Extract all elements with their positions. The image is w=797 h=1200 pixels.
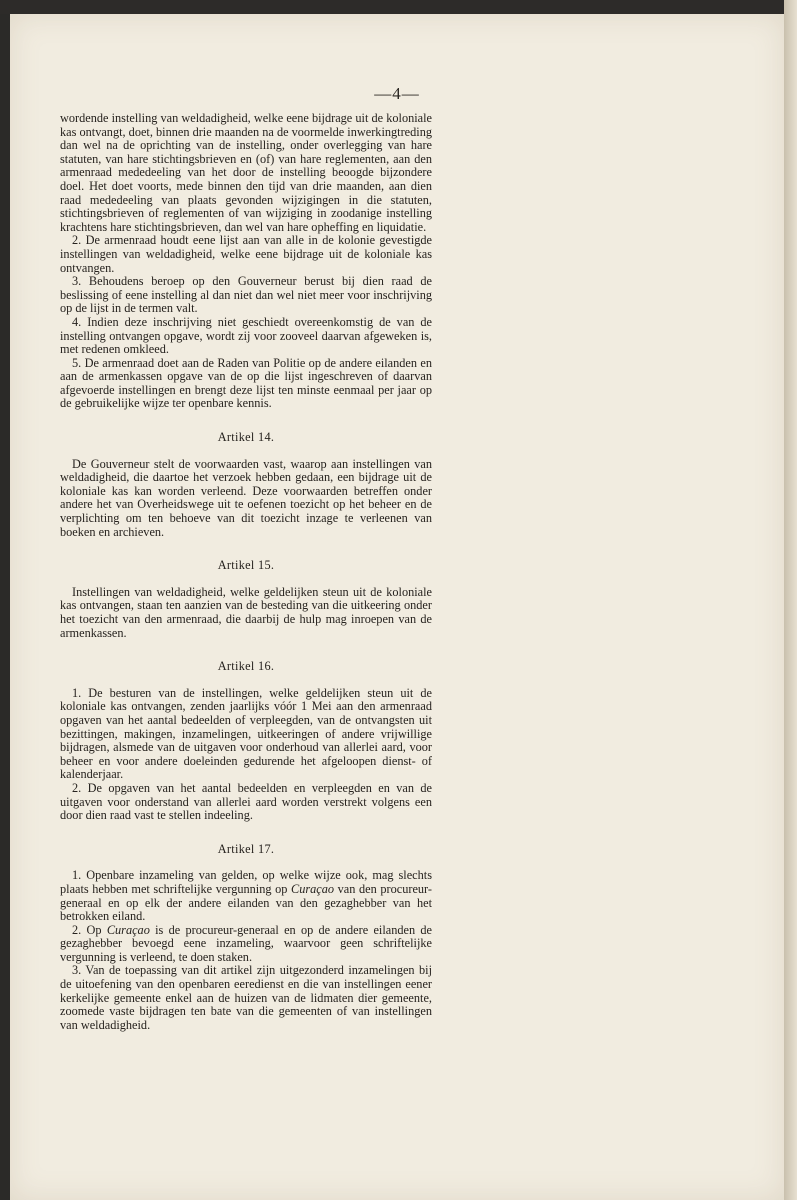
article-15-paragraph-1: Instellingen van weldadigheid, welke geldelijken steun uit de koloniale kas ontvangen, staan ten aanzien van de besteding van die uitkeering onder het toezicht van den armenraad, die daarbij de hulp mag inroepen van de armenkassen.	[60, 584, 432, 640]
document-page	[10, 14, 784, 1200]
article-17-p1-end: van den procureur-generaal en op elk der andere eilanden van den gezaghebber van het betrokken eiland.	[60, 881, 432, 924]
article-17-paragraph-3: 3. Van de toepassing van dit artikel zijn uitgezonderd inzamelingen bij de uitoefening van den openbaren eeredienst en die van instellingen eener kerkelijke gemeente enkel aan de huizen van de lidmaten dier gemeente, zoomede vaste bijdragen ten bate van die gemeenten of van instellingen van weldadigheid.	[60, 963, 432, 1032]
page-edge	[784, 0, 797, 1200]
article-16-paragraph-1: 1. De besturen van de instellingen, welke geldelijken steun uit de koloniale kas ontvangen, zenden jaarlijks vóór 1 Mei aan den armenraad opgaven van het aantal bedeelden of verpleegden, van de ontvangsten uit bezittingen, makingen, inzamelingen, uitkeeringen of andere vrijwillige bijdragen, alsmede van de uitgaven voor onderhoud van allerlei aard, voor beheer en voor andere doeleinden gedurende het afgeloopen dienst- of kalenderjaar.	[60, 685, 432, 782]
article-17-p2-end: is de procureur-generaal en op de andere eilanden de gezaghebber bevoegd eene inzameling, waarvoor geen schriftelijke vergunning is verleend, te doen staken.	[60, 922, 432, 964]
article-16-paragraph-2: 2. De opgaven van het aantal bedeelden en verpleegden en van de uitgaven voor onderstand van allerlei aard worden verstrekt volgens een door dien raad vast te stellen indeeling.	[60, 780, 432, 823]
article-14-heading: Artikel 14.	[217, 430, 275, 445]
page-body	[60, 112, 432, 1032]
continued-paragraph: wordende instelling van weldadigheid, welke eene bijdrage uit de koloniale kas ontvangt, doet, binnen drie maanden na de voormelde inwerkingtreding dan wel na de oprichting van de instelling, onder overlegging van hare statuten, van hare stichtingsbrieven en (of) van hare reglementen, aan den armenraad mededeeling van het door de instelling beoogde bijzondere doel. Het doet voorts, mede binnen den tijd van drie maanden, aan dien raad mededeeling van plaats gevonden wijzigingen in die statuten, stichtingsbrieven of reglementen of van wijziging in zoodanige instelling krachtens hare stichtingsbrieven, dan wel van hare opheffing en liquidatie.	[60, 111, 432, 234]
article-14-paragraph-1: De Gouverneur stelt de voorwaarden vast, waarop aan instellingen van weldadigheid, die daartoe het verzoek hebben gedaan, een bijdrage uit de koloniale kas kan worden verleend. Deze voorwaarden betreffen onder andere het van Overheidswege uit te oefenen toezicht op het beheer en de verplichting om ten behoeve van dit toezicht inzage te verleenen van boeken en archieven.	[60, 456, 432, 539]
scan-top-border	[0, 0, 797, 14]
article-13-paragraph-2: 2. De armenraad houdt eene lijst aan van alle in de kolonie gevestigde instellingen van weldadigheid, welke eene bijdrage uit de koloniale kas ontvangen.	[60, 233, 432, 275]
article-17-p2-start: 2. Op	[72, 922, 107, 937]
article-17-heading: Artikel 17.	[217, 841, 275, 856]
curacao-italic-2: Curaçao	[106, 922, 150, 937]
article-13-paragraph-3: 3. Behoudens beroep op den Gouverneur berust bij dien raad de beslissing of eene instelling al dan niet dan wel niet meer voor inschrijving op de lijst in de termen valt.	[60, 274, 432, 316]
article-13-paragraph-4: 4. Indien deze inschrijving niet geschiedt overeenkomstig de van de instelling ontvangen opgave, wordt zij voor zooveel daarvan afgeweken is, met redenen omkleed.	[60, 314, 432, 357]
article-17-paragraph-1	[60, 869, 432, 923]
article-15-heading: Artikel 15.	[217, 558, 275, 573]
article-17-p1-start: 1. Openbare inzameling van gelden, op welke wijze ook, mag slechts plaats hebben met schriftelijke vergunning op	[60, 868, 432, 896]
article-16-heading: Artikel 16.	[217, 659, 275, 674]
page-number: —4—	[374, 84, 420, 103]
curacao-italic: Curaçao	[291, 881, 335, 896]
article-17-paragraph-2	[60, 924, 432, 965]
article-13-paragraph-5: 5. De armenraad doet aan de Raden van Politie op de andere eilanden en aan de armenkassen opgave van de op die lijst ingeschreven of daarvan afgevoerde instellingen en brengt deze lijst ten minste eenmaal per jaar op de gebruikelijke wijze ter openbare kennis.	[60, 355, 432, 411]
